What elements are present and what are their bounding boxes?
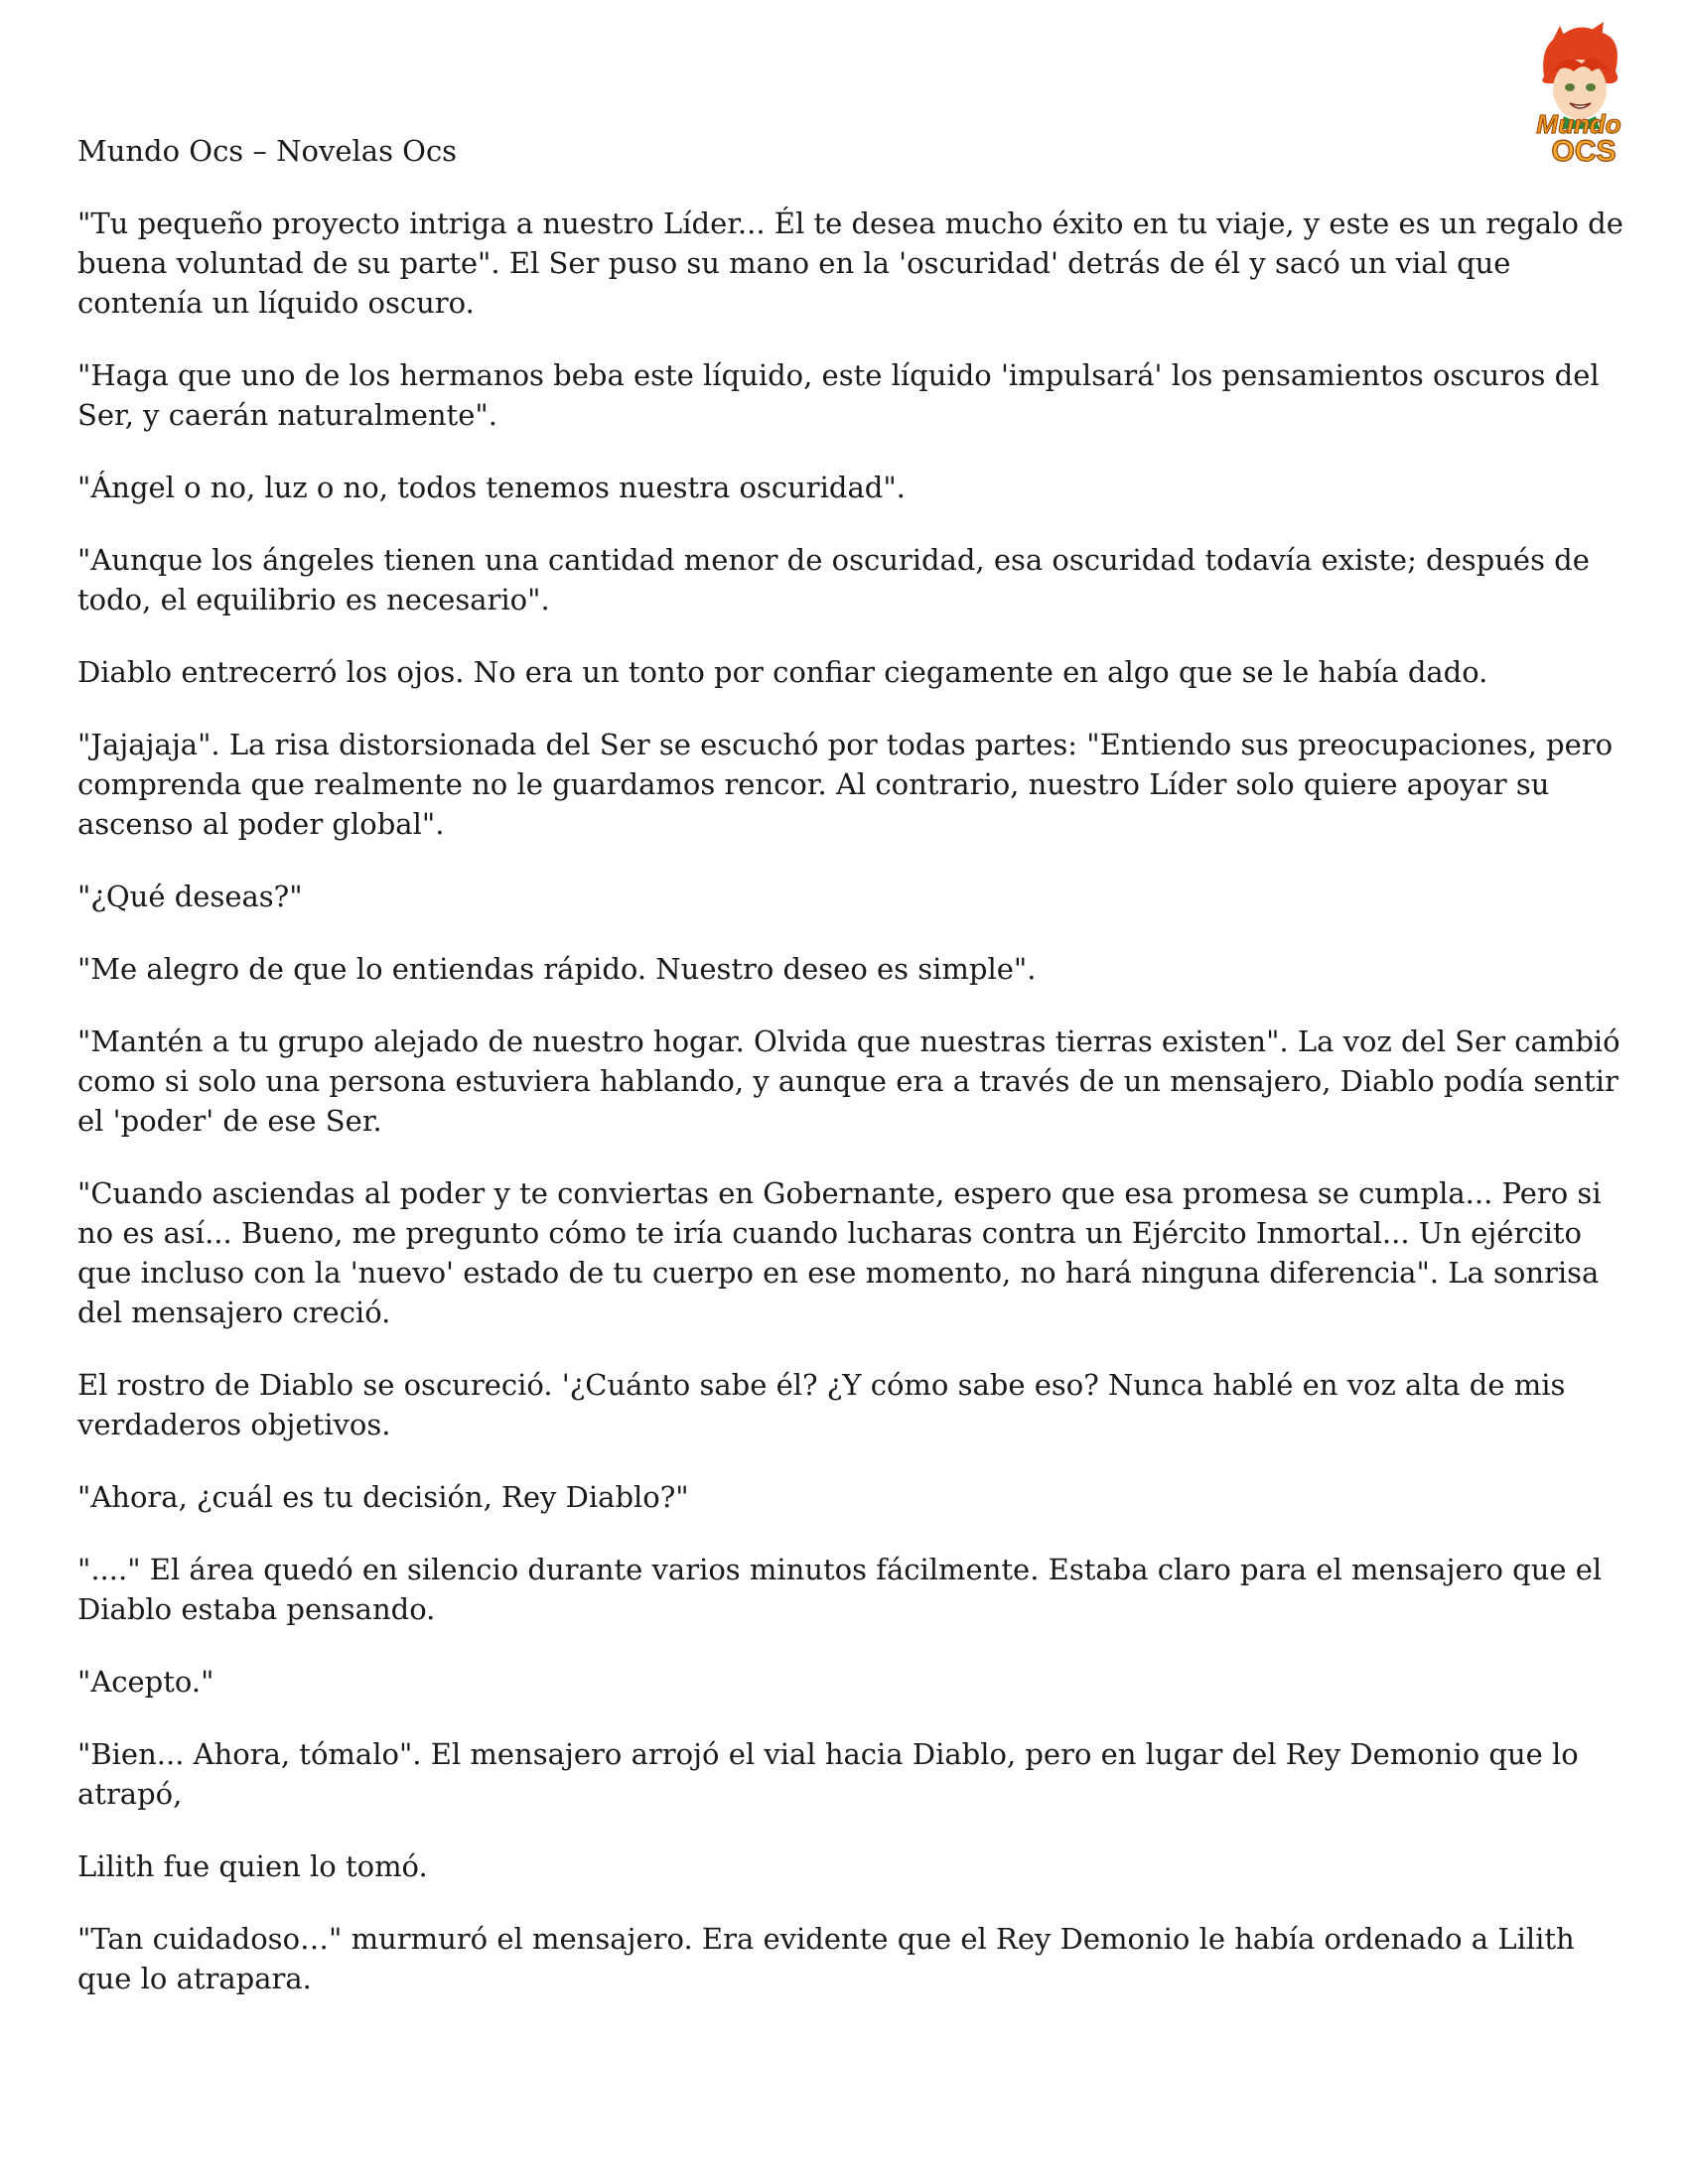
paragraph: "Aunque los ángeles tienen una cantidad menor de oscuridad, esa oscuridad todavía existe; después de todo, el equilibrio es necesario". <box>77 543 1590 616</box>
paragraph: "Ahora, ¿cuál es tu decisión, Rey Diablo?" <box>77 1480 689 1514</box>
paragraph: "Bien... Ahora, tómalo". El mensajero arrojó el vial hacia Diablo, pero en lugar del Rey Demonio que lo atrapó, <box>77 1737 1579 1811</box>
paragraph: "Tan cuidadoso…" murmuró el mensajero. Era evidente que el Rey Demonio le había ordenado a Lilith que lo atrapara. <box>77 1922 1575 1995</box>
paragraph: "Haga que uno de los hermanos beba este líquido, este líquido 'impulsará' los pensamientos oscuros del Ser, y caerán naturalmente". <box>77 358 1600 432</box>
paragraph: "Acepto." <box>77 1665 214 1699</box>
paragraph: El rostro de Diablo se oscureció. '¿Cuánto sabe él? ¿Y cómo sabe eso? Nunca hablé en voz alta de mis verdaderos objetivos. <box>77 1368 1566 1441</box>
story-body <box>77 204 1626 2031</box>
paragraph: "¿Qué deseas?" <box>77 880 303 913</box>
paragraph: "...." El área quedó en silencio durante varios minutos fácilmente. Estaba claro para el mensajero que el Diablo estaba pensando. <box>77 1553 1603 1626</box>
logo-text-bottom: OCS <box>1551 135 1617 168</box>
mundo-ocs-logo <box>1504 22 1653 171</box>
paragraph: "Jajajaja". La risa distorsionada del Ser se escuchó por todas partes: "Entiendo sus preocupaciones, pero comprenda que realmente no le guardamos rencor. Al contrario, nuestro Líder solo quiere apoyar su ascenso al poder global". <box>77 728 1614 841</box>
paragraph: Lilith fue quien lo tomó. <box>77 1849 428 1883</box>
paragraph: "Mantén a tu grupo alejado de nuestro hogar. Olvida que nuestras tierras existen". La voz del Ser cambió como si solo una persona estuviera hablando, y aunque era a través de un mensajero, Diablo podía sentir el 'poder' de ese Ser. <box>77 1024 1620 1138</box>
paragraph: "Ángel o no, luz o no, todos tenemos nuestra oscuridad". <box>77 471 906 504</box>
paragraph: Diablo entrecerró los ojos. No era un tonto por confiar ciegamente en algo que se le había dado. <box>77 655 1488 689</box>
page-header: Mundo Ocs – Novelas Ocs <box>77 134 458 168</box>
paragraph: "Tu pequeño proyecto intriga a nuestro Líder... Él te desea mucho éxito en tu viaje, y este es un regalo de buena voluntad de su parte". El Ser puso su mano en la 'oscuridad' detrás de él y sacó un vial que contenía un líquido oscuro. <box>77 206 1623 320</box>
paragraph: "Me alegro de que lo entiendas rápido. Nuestro deseo es simple". <box>77 952 1037 986</box>
paragraph: "Cuando asciendas al poder y te conviertas en Gobernante, espero que esa promesa se cumpla... Pero si no es así... Bueno, me pregunto cómo te iría cuando lucharas contra un Ejército Inmortal... Un ejército que incluso con la 'nuevo' estado de tu cuerpo en ese momento, no hará ninguna diferencia". La sonrisa del mensajero creció. <box>77 1176 1602 1329</box>
logo-text-top: Mundo <box>1536 109 1621 139</box>
